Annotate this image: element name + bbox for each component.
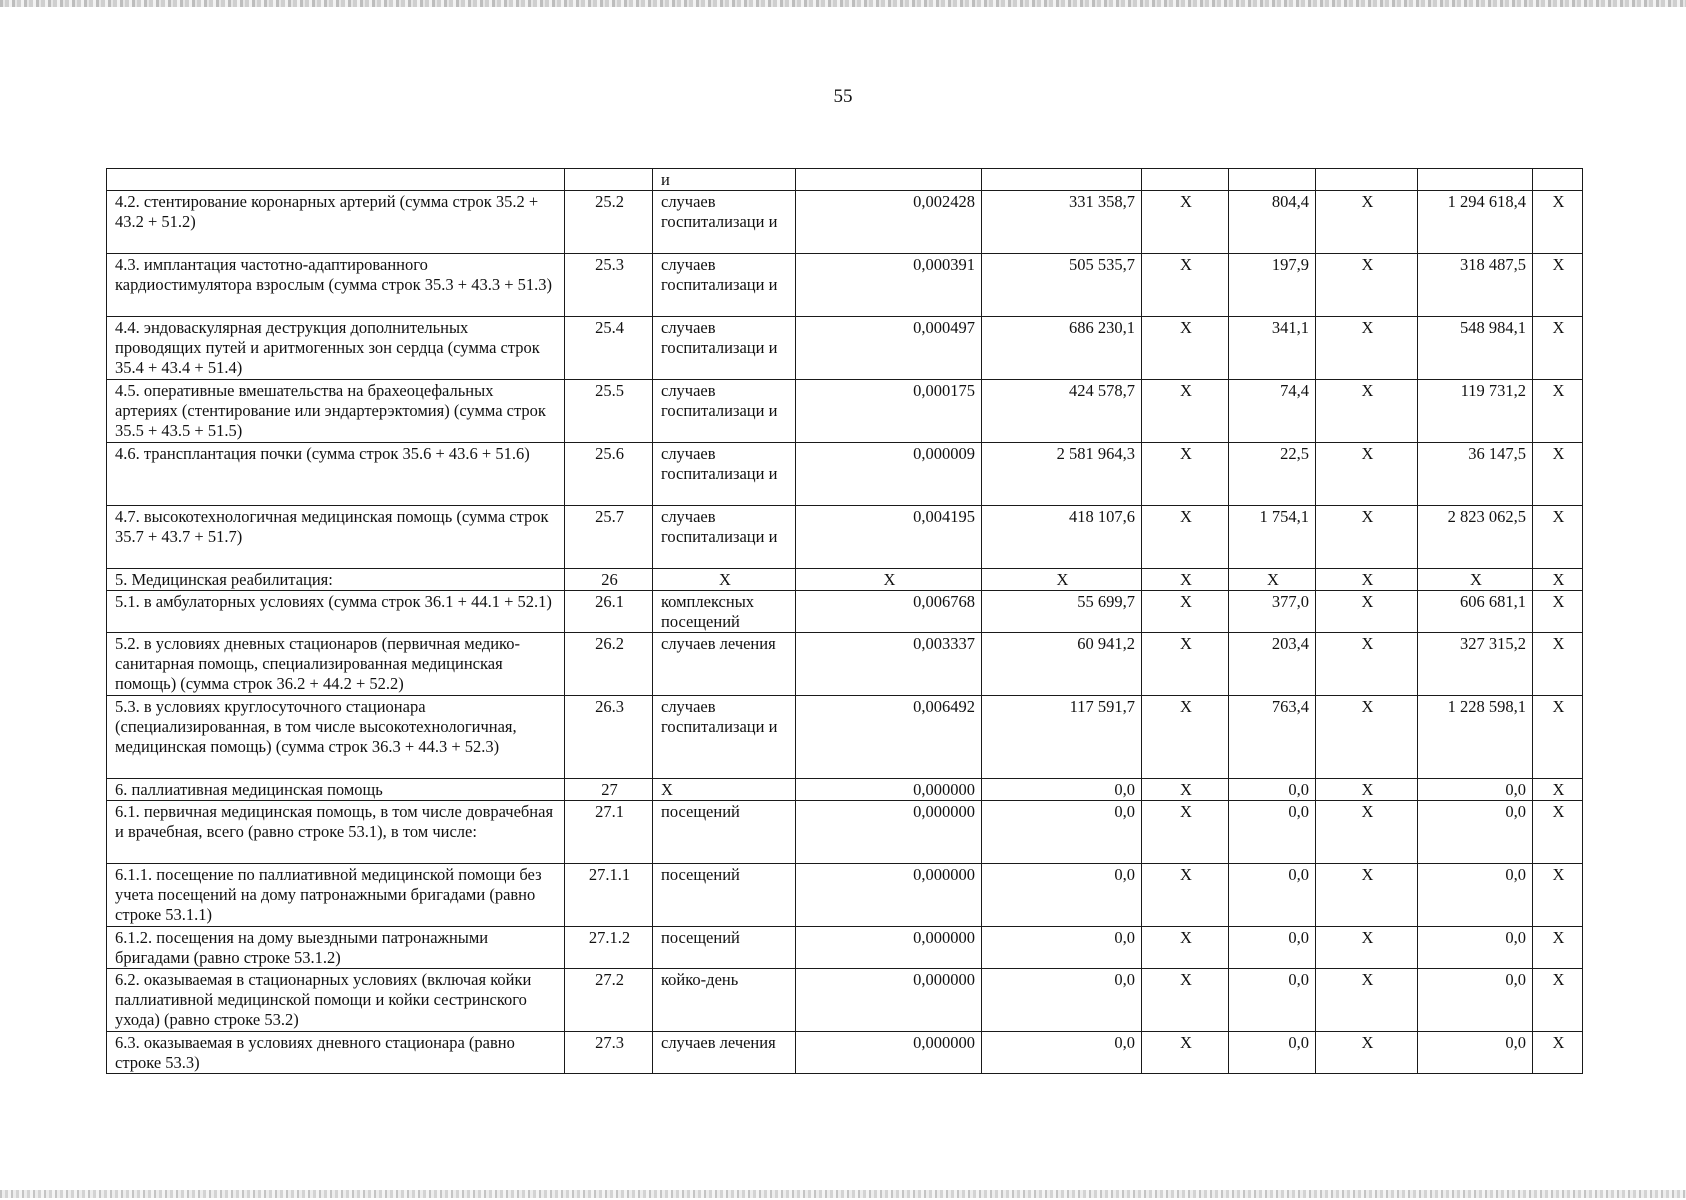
norm-cell: 0,002428 <box>796 191 982 254</box>
unit-cell: случаев лечения <box>653 1032 796 1074</box>
cost-cell: 0,0 <box>982 927 1142 969</box>
cost-cell: 331 358,7 <box>982 191 1142 254</box>
x-cell: X <box>1533 969 1583 1032</box>
x-cell: X <box>1316 569 1418 591</box>
norm-cell: 0,004195 <box>796 506 982 569</box>
norm-cell: 0,000000 <box>796 801 982 864</box>
row-number-cell: 27.1.1 <box>565 864 653 927</box>
cost-cell <box>982 169 1142 191</box>
unit-cell: комплексных посещений <box>653 591 796 633</box>
cost-cell: 424 578,7 <box>982 380 1142 443</box>
x-cell: X <box>1533 927 1583 969</box>
row-number-cell: 25.3 <box>565 254 653 317</box>
total-cell: 0,0 <box>1418 927 1533 969</box>
total-cell: 548 984,1 <box>1418 317 1533 380</box>
cost-cell: 0,0 <box>982 864 1142 927</box>
total-cell: 0,0 <box>1418 969 1533 1032</box>
unit-cell: и <box>653 169 796 191</box>
unit-cell: случаев госпитализаци и <box>653 696 796 779</box>
row-number-cell: 27.2 <box>565 969 653 1032</box>
unit-cell: койко-день <box>653 969 796 1032</box>
per-capita-cell <box>1229 169 1316 191</box>
x-cell: X <box>1142 317 1229 380</box>
row-number-cell: 26.1 <box>565 591 653 633</box>
row-number-cell: 26.2 <box>565 633 653 696</box>
total-cell <box>1418 169 1533 191</box>
per-capita-cell: 1 754,1 <box>1229 506 1316 569</box>
x-cell: X <box>1533 779 1583 801</box>
table-row <box>107 191 1583 254</box>
table-row <box>107 380 1583 443</box>
indicator-cell: 4.4. эндоваскулярная деструкция дополнительных проводящих путей и аритмогенных зон сердца (сумма строк 35.4 + 43.4 + 51.4) <box>107 317 565 380</box>
per-capita-cell: 763,4 <box>1229 696 1316 779</box>
x-cell: X <box>1316 696 1418 779</box>
indicator-cell: 5. Медицинская реабилитация: <box>107 569 565 591</box>
x-cell <box>1142 169 1229 191</box>
per-capita-cell: 0,0 <box>1229 969 1316 1032</box>
x-cell: X <box>1316 380 1418 443</box>
unit-cell: случаев госпитализаци и <box>653 254 796 317</box>
per-capita-cell: 74,4 <box>1229 380 1316 443</box>
x-cell: X <box>1316 969 1418 1032</box>
per-capita-cell: 0,0 <box>1229 864 1316 927</box>
indicator-cell: 4.6. трансплантация почки (сумма строк 35.6 + 43.6 + 51.6) <box>107 443 565 506</box>
x-cell <box>1316 169 1418 191</box>
total-cell: X <box>1418 569 1533 591</box>
norm-cell: 0,000000 <box>796 927 982 969</box>
total-cell: 0,0 <box>1418 779 1533 801</box>
row-number-cell: 25.2 <box>565 191 653 254</box>
x-cell: X <box>1142 506 1229 569</box>
per-capita-cell: 0,0 <box>1229 779 1316 801</box>
table-row <box>107 443 1583 506</box>
total-cell: 0,0 <box>1418 1032 1533 1074</box>
table-row <box>107 927 1583 969</box>
indicator-cell: 4.2. стентирование коронарных артерий (сумма строк 35.2 + 43.2 + 51.2) <box>107 191 565 254</box>
table-row <box>107 969 1583 1032</box>
norm-cell: X <box>796 569 982 591</box>
table-row <box>107 317 1583 380</box>
total-cell: 36 147,5 <box>1418 443 1533 506</box>
indicator-cell: 6.2. оказываемая в стационарных условиях (включая койки паллиативной медицинской помощи и койки сестринского ухода) (равно строке 53.2) <box>107 969 565 1032</box>
norm-cell: 0,000000 <box>796 779 982 801</box>
indicator-cell: 4.5. оперативные вмешательства на брахеоцефальных артериях (стентирование или эндартерэктомия) (сумма строк 35.5 + 43.5 + 51.5) <box>107 380 565 443</box>
x-cell: X <box>1142 380 1229 443</box>
unit-cell: случаев госпитализаци и <box>653 191 796 254</box>
total-cell: 1 294 618,4 <box>1418 191 1533 254</box>
unit-cell: случаев госпитализаци и <box>653 443 796 506</box>
table-row <box>107 864 1583 927</box>
table-row <box>107 591 1583 633</box>
unit-cell: X <box>653 779 796 801</box>
x-cell: X <box>1533 591 1583 633</box>
x-cell: X <box>1316 443 1418 506</box>
unit-cell: случаев госпитализаци и <box>653 317 796 380</box>
row-number-cell: 26.3 <box>565 696 653 779</box>
x-cell: X <box>1533 317 1583 380</box>
cost-cell: 505 535,7 <box>982 254 1142 317</box>
unit-cell: X <box>653 569 796 591</box>
table-row <box>107 633 1583 696</box>
x-cell: X <box>1142 864 1229 927</box>
table-row <box>107 169 1583 191</box>
x-cell: X <box>1533 380 1583 443</box>
indicator-cell: 5.3. в условиях круглосуточного стационара (специализированная, в том числе высокотехнологичная, медицинская помощь) (сумма строк 36.3 + 44.3 + 52.3) <box>107 696 565 779</box>
x-cell: X <box>1533 254 1583 317</box>
row-number-cell: 27.1.2 <box>565 927 653 969</box>
indicator-cell: 4.7. высокотехнологичная медицинская помощь (сумма строк 35.7 + 43.7 + 51.7) <box>107 506 565 569</box>
total-cell: 606 681,1 <box>1418 591 1533 633</box>
x-cell: X <box>1142 801 1229 864</box>
x-cell: X <box>1533 633 1583 696</box>
row-number-cell <box>565 169 653 191</box>
cost-cell: 686 230,1 <box>982 317 1142 380</box>
per-capita-cell: 22,5 <box>1229 443 1316 506</box>
x-cell: X <box>1142 254 1229 317</box>
cost-cell: 0,0 <box>982 779 1142 801</box>
table-row <box>107 254 1583 317</box>
norm-cell: 0,000175 <box>796 380 982 443</box>
x-cell: X <box>1533 696 1583 779</box>
row-number-cell: 25.5 <box>565 380 653 443</box>
x-cell: X <box>1316 801 1418 864</box>
row-number-cell: 25.4 <box>565 317 653 380</box>
x-cell: X <box>1316 779 1418 801</box>
indicator-cell: 6.1. первичная медицинская помощь, в том числе доврачебная и врачебная, всего (равно строке 53.1), в том числе: <box>107 801 565 864</box>
x-cell: X <box>1316 506 1418 569</box>
per-capita-cell: 0,0 <box>1229 801 1316 864</box>
unit-cell: посещений <box>653 864 796 927</box>
norm-cell: 0,006492 <box>796 696 982 779</box>
page-number: 55 <box>833 86 853 107</box>
total-cell: 1 228 598,1 <box>1418 696 1533 779</box>
cost-cell: 55 699,7 <box>982 591 1142 633</box>
table-row <box>107 506 1583 569</box>
row-number-cell: 26 <box>565 569 653 591</box>
x-cell: X <box>1142 191 1229 254</box>
x-cell: X <box>1533 801 1583 864</box>
table-row <box>107 779 1583 801</box>
norm-cell: 0,000009 <box>796 443 982 506</box>
x-cell: X <box>1142 969 1229 1032</box>
per-capita-cell: 0,0 <box>1229 1032 1316 1074</box>
cost-cell: 0,0 <box>982 969 1142 1032</box>
indicator-cell: 6.1.1. посещение по паллиативной медицинской помощи без учета посещений на дому патронажными бригадами (равно строке 53.1.1) <box>107 864 565 927</box>
x-cell: X <box>1316 254 1418 317</box>
x-cell: X <box>1533 191 1583 254</box>
indicator-cell <box>107 169 565 191</box>
x-cell: X <box>1533 443 1583 506</box>
row-number-cell: 27.1 <box>565 801 653 864</box>
row-number-cell: 25.6 <box>565 443 653 506</box>
unit-cell: случаев лечения <box>653 633 796 696</box>
x-cell: X <box>1142 633 1229 696</box>
scan-edge-top <box>0 0 1686 7</box>
cost-cell: 117 591,7 <box>982 696 1142 779</box>
total-cell: 318 487,5 <box>1418 254 1533 317</box>
x-cell: X <box>1533 506 1583 569</box>
per-capita-cell: 203,4 <box>1229 633 1316 696</box>
per-capita-cell: 197,9 <box>1229 254 1316 317</box>
data-table <box>106 168 1583 1074</box>
norm-cell: 0,006768 <box>796 591 982 633</box>
norm-cell: 0,000000 <box>796 969 982 1032</box>
x-cell: X <box>1142 779 1229 801</box>
per-capita-cell: 0,0 <box>1229 927 1316 969</box>
unit-cell: случаев госпитализаци и <box>653 380 796 443</box>
x-cell: X <box>1316 591 1418 633</box>
table-body <box>107 169 1583 1074</box>
per-capita-cell: 341,1 <box>1229 317 1316 380</box>
scan-edge-bottom <box>0 1190 1686 1198</box>
x-cell: X <box>1316 191 1418 254</box>
total-cell: 119 731,2 <box>1418 380 1533 443</box>
x-cell <box>1533 169 1583 191</box>
x-cell: X <box>1533 1032 1583 1074</box>
indicator-cell: 6.3. оказываемая в условиях дневного стационара (равно строке 53.3) <box>107 1032 565 1074</box>
x-cell: X <box>1316 1032 1418 1074</box>
cost-cell: 0,0 <box>982 1032 1142 1074</box>
indicator-cell: 5.1. в амбулаторных условиях (сумма строк 36.1 + 44.1 + 52.1) <box>107 591 565 633</box>
x-cell: X <box>1142 443 1229 506</box>
x-cell: X <box>1316 927 1418 969</box>
cost-cell: 0,0 <box>982 801 1142 864</box>
table-row <box>107 1032 1583 1074</box>
x-cell: X <box>1316 317 1418 380</box>
x-cell: X <box>1142 927 1229 969</box>
unit-cell: посещений <box>653 801 796 864</box>
cost-cell: 60 941,2 <box>982 633 1142 696</box>
x-cell: X <box>1533 569 1583 591</box>
x-cell: X <box>1142 569 1229 591</box>
x-cell: X <box>1316 633 1418 696</box>
unit-cell: посещений <box>653 927 796 969</box>
norm-cell <box>796 169 982 191</box>
table-row <box>107 696 1583 779</box>
x-cell: X <box>1142 591 1229 633</box>
cost-cell: 418 107,6 <box>982 506 1142 569</box>
x-cell: X <box>1316 864 1418 927</box>
row-number-cell: 27.3 <box>565 1032 653 1074</box>
x-cell: X <box>1142 1032 1229 1074</box>
total-cell: 0,0 <box>1418 801 1533 864</box>
indicator-cell: 5.2. в условиях дневных стационаров (первичная медико-санитарная помощь, специализированная медицинская помощь) (сумма строк 36.2 + 44.2 + 52.2) <box>107 633 565 696</box>
row-number-cell: 25.7 <box>565 506 653 569</box>
table-row <box>107 801 1583 864</box>
x-cell: X <box>1533 864 1583 927</box>
table-row <box>107 569 1583 591</box>
indicator-cell: 6. паллиативная медицинская помощь <box>107 779 565 801</box>
total-cell: 327 315,2 <box>1418 633 1533 696</box>
total-cell: 2 823 062,5 <box>1418 506 1533 569</box>
per-capita-cell: X <box>1229 569 1316 591</box>
cost-cell: X <box>982 569 1142 591</box>
norm-cell: 0,000391 <box>796 254 982 317</box>
unit-cell: случаев госпитализаци и <box>653 506 796 569</box>
cost-cell: 2 581 964,3 <box>982 443 1142 506</box>
norm-cell: 0,000000 <box>796 864 982 927</box>
norm-cell: 0,000000 <box>796 1032 982 1074</box>
x-cell: X <box>1142 696 1229 779</box>
indicator-cell: 6.1.2. посещения на дому выездными патронажными бригадами (равно строке 53.1.2) <box>107 927 565 969</box>
total-cell: 0,0 <box>1418 864 1533 927</box>
per-capita-cell: 377,0 <box>1229 591 1316 633</box>
per-capita-cell: 804,4 <box>1229 191 1316 254</box>
row-number-cell: 27 <box>565 779 653 801</box>
norm-cell: 0,000497 <box>796 317 982 380</box>
norm-cell: 0,003337 <box>796 633 982 696</box>
indicator-cell: 4.3. имплантация частотно-адаптированного кардиостимулятора взрослым (сумма строк 35.3 + 43.3 + 51.3) <box>107 254 565 317</box>
